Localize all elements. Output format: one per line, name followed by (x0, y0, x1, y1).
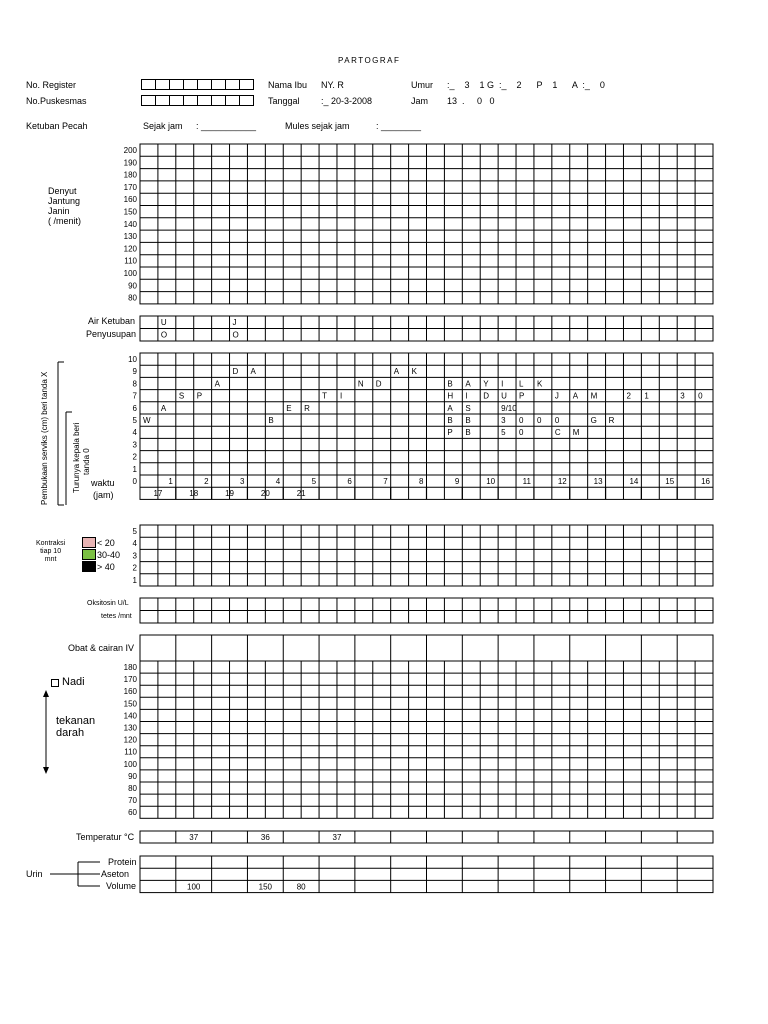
serviks-mark: Y (483, 379, 489, 389)
mules-value[interactable]: : ________ (376, 121, 422, 131)
legend-label: < 20 (97, 538, 115, 548)
djj-scale-label: 160 (123, 195, 137, 205)
serviks-mark: D (483, 391, 489, 401)
nadi-scale-label: 120 (123, 735, 137, 745)
darah-line: darah (56, 727, 85, 739)
serviks-mark: I (465, 391, 468, 401)
clock-label: 19 (225, 489, 234, 499)
jam-value: 13 . 0 0 (447, 96, 495, 106)
hour-label: 4 (275, 477, 281, 486)
djj-scale-label: 90 (128, 281, 137, 291)
nadi-scale-label: 170 (123, 675, 137, 685)
penyusupan-value: O (232, 330, 239, 340)
serviks-scale-label: 3 (132, 440, 137, 450)
djj-scale-label: 150 (123, 207, 137, 217)
serviks-mark: S (465, 403, 471, 413)
hour-label: 9 (454, 477, 460, 486)
penurunan-kepala-label-2: tanda 0 (82, 448, 91, 475)
hour-separators (176, 487, 677, 499)
nadi-scale-label: 110 (124, 747, 137, 757)
kontraksi-label-line: tiap 10 (40, 548, 62, 555)
serviks-mark: E (286, 403, 292, 413)
serviks-mark: B (268, 416, 274, 425)
temperatur-value: 37 (189, 833, 199, 842)
serviks-mark: L (519, 379, 524, 389)
temperatur-value: 37 (332, 833, 342, 842)
djj-scale-label: 140 (123, 219, 137, 229)
serviks-mark: A (214, 379, 220, 389)
djj-scale-label: 200 (123, 146, 137, 155)
hour-label: 1 (168, 477, 173, 486)
djj-label-line: ( /menit) (48, 216, 82, 226)
nadi-scale-label: 80 (128, 784, 137, 793)
serviks-scale-label: 2 (132, 452, 137, 462)
clock-label: 17 (153, 489, 163, 499)
tanggal-value: :_ 20-3-2008 (321, 96, 373, 106)
serviks-mark: 3 (680, 391, 685, 401)
serviks-mark: 5 (501, 428, 506, 438)
penyusupan-label: Penyusupan (86, 329, 137, 339)
serviks-mark: J (554, 391, 559, 401)
nadi-grid[interactable] (140, 661, 713, 818)
jam-label: Jam (411, 96, 429, 106)
serviks-mark: D (375, 379, 382, 389)
air-ketuban-label: Air Ketuban (88, 316, 136, 326)
hour-label: 2 (204, 477, 209, 486)
serviks-scale-label: 1 (132, 464, 137, 474)
kontraksi-scale-label: 4 (132, 539, 137, 549)
urin-label: Urin (26, 869, 43, 879)
umur-value: :_ 3 1 G :_ 2 P 1 A :_ 0 (447, 80, 605, 90)
djj-label-line: Janin (48, 206, 70, 216)
kontraksi-label-line: mnt (44, 556, 57, 563)
serviks-mark: U (501, 391, 507, 401)
waktu-label: waktu (91, 478, 115, 488)
serviks-mark: 3 (501, 416, 506, 425)
hour-label: 13 (593, 477, 603, 486)
serviks-mark: S (178, 391, 185, 401)
hour-label: 11 (522, 477, 531, 486)
nadi-scale-label: 160 (123, 687, 137, 697)
clock-label: 21 (296, 489, 306, 499)
djj-scale-label: 180 (123, 170, 137, 180)
serviks-scale-label: 9 (132, 367, 137, 377)
serviks-grid[interactable] (140, 353, 713, 499)
hour-label: 6 (347, 477, 352, 486)
nadi-scale-label: 90 (128, 771, 137, 781)
serviks-mark: P (519, 391, 525, 401)
serviks-mark: A (572, 391, 579, 401)
serviks-mark: 0 (519, 416, 524, 425)
clock-label: 18 (189, 489, 199, 499)
protein-label: Protein (108, 857, 137, 867)
serviks-mark: B (447, 379, 453, 389)
serviks-mark: A (250, 367, 256, 377)
kontraksi-scale-label: 1 (132, 575, 137, 585)
serviks-mark: A (160, 403, 167, 413)
serviks-mark: R (608, 416, 615, 425)
form-title: PARTOGRAF (338, 56, 401, 65)
mules-label: Mules sejak jam (285, 121, 350, 131)
tetes-label: tetes /mnt (101, 613, 132, 620)
ketuban-pecah-label: Ketuban Pecah (26, 121, 88, 131)
serviks-mark: B (447, 416, 453, 425)
urin-grid[interactable] (140, 856, 713, 893)
tanggal-label: Tanggal (268, 96, 300, 106)
ketuban-grid[interactable] (140, 316, 713, 341)
legend-label: 30-40 (97, 550, 121, 560)
hour-label: 8 (419, 477, 424, 486)
volume-value: 100 (187, 882, 201, 892)
serviks-scale-label: 7 (132, 391, 137, 401)
serviks-mark: T (322, 391, 327, 401)
serviks-mark: 0 (698, 391, 703, 401)
serviks-mark: 0 (554, 416, 560, 425)
djj-scale-label: 100 (123, 269, 137, 278)
legend-label: > 40 (97, 562, 115, 572)
hour-label: 10 (486, 477, 496, 486)
hour-label: 16 (701, 477, 710, 486)
penyusupan-value: O (160, 330, 168, 340)
djj-label-line: Jantung (48, 196, 81, 206)
serviks-mark: W (143, 416, 151, 425)
no-register-label: No. Register (26, 80, 77, 90)
serviks-mark: B (465, 416, 471, 425)
serviks-mark: K (411, 367, 417, 377)
sejak-jam-value[interactable]: : ___________ (196, 121, 257, 131)
serviks-scale-label: 5 (132, 416, 137, 425)
serviks-mark: D (232, 367, 239, 377)
djj-scale-label: 80 (128, 293, 137, 303)
serviks-mark: P (196, 391, 203, 401)
serviks-mark: A (465, 379, 471, 389)
temperatur-grid[interactable] (140, 831, 713, 843)
serviks-scale-label: 6 (132, 403, 137, 413)
pembukaan-serviks-label: Pembukaan serviks (cm) beri tanda X (40, 371, 49, 505)
hour-label: 15 (665, 477, 675, 486)
oksitosin-grid[interactable] (140, 598, 713, 623)
nadi-scale-label: 70 (128, 796, 137, 806)
serviks-mark: P (447, 428, 453, 438)
djj-label-line: Denyut (48, 186, 77, 196)
serviks-mark: 1 (644, 391, 649, 401)
aseton-label: Aseton (101, 869, 130, 879)
waktu-unit-label: (jam) (93, 490, 114, 500)
kontraksi-scale-label: 5 (132, 527, 137, 536)
temperatur-value: 36 (260, 833, 270, 842)
serviks-mark: A (393, 367, 400, 377)
serviks-mark: C (554, 428, 561, 438)
serviks-mark: B (465, 428, 471, 438)
serviks-mark: 0 (519, 428, 524, 438)
serviks-scale-label: 4 (132, 428, 137, 438)
tekanan-line: tekanan (56, 715, 96, 727)
kontraksi-grid[interactable] (140, 525, 713, 586)
serviks-mark: 2 (626, 391, 631, 401)
nadi-label: Nadi (62, 676, 85, 688)
hour-label: 12 (557, 477, 567, 486)
nadi-scale-label: 180 (123, 663, 137, 672)
umur-label: Umur (411, 80, 433, 90)
nadi-scale-label: 130 (123, 723, 137, 733)
kontraksi-scale-label: 3 (132, 551, 137, 561)
serviks-mark: K (536, 379, 543, 389)
serviks-mark: N (357, 379, 364, 389)
serviks-scale-label: 0 (132, 477, 137, 486)
serviks-mark: 9/10 (501, 403, 517, 413)
djj-scale-label: 120 (123, 244, 137, 254)
obat-grid[interactable] (140, 635, 713, 661)
volume-value: 150 (258, 882, 273, 892)
serviks-scale-label: 8 (132, 379, 137, 389)
temperatur-label: Temperatur °C (76, 832, 135, 842)
serviks-mark: I (501, 379, 504, 389)
serviks-mark: M (590, 391, 598, 401)
djj-scale-label: 170 (123, 182, 137, 192)
air-ketuban-value: J (232, 318, 237, 327)
kontraksi-scale-label: 2 (132, 563, 137, 573)
kontraksi-label-line: Kontraksi (36, 540, 66, 547)
volume-label: Volume (106, 881, 137, 891)
nama-ibu-label: Nama Ibu (268, 80, 308, 90)
serviks-scale-label: 10 (128, 355, 137, 364)
serviks-mark: A (447, 403, 453, 413)
serviks-mark: 0 (536, 416, 542, 425)
nama-ibu-value: NY. R (321, 80, 344, 90)
serviks-mark: M (572, 428, 580, 438)
nadi-scale-label: 150 (123, 699, 137, 709)
clock-label: 20 (260, 489, 270, 499)
oksitosin-label: Oksitosin U/L (87, 600, 129, 607)
volume-value: 80 (296, 882, 306, 892)
air-ketuban-value: U (160, 318, 167, 327)
nadi-scale-label: 140 (123, 711, 137, 721)
obat-label: Obat & cairan IV (68, 643, 135, 653)
sejak-jam-label: Sejak jam (143, 121, 183, 131)
serviks-mark: H (447, 391, 454, 401)
djj-scale-label: 110 (124, 256, 137, 266)
djj-scale-label: 130 (123, 232, 137, 242)
serviks-mark: I (339, 391, 343, 401)
hour-label: 3 (239, 477, 245, 486)
hour-label: 5 (311, 477, 317, 486)
penurunan-kepala-label: Turunya kepala beri (72, 422, 81, 493)
no-puskesmas-label: No.Puskesmas (26, 96, 87, 106)
nadi-scale-label: 60 (128, 808, 137, 818)
nadi-scale-label: 100 (123, 759, 137, 769)
serviks-mark: R (304, 403, 310, 413)
djj-scale-label: 190 (123, 158, 137, 168)
hour-label: 14 (629, 477, 639, 486)
hour-label: 7 (383, 477, 388, 486)
serviks-mark: G (590, 416, 597, 425)
djj-grid[interactable] (140, 144, 713, 304)
